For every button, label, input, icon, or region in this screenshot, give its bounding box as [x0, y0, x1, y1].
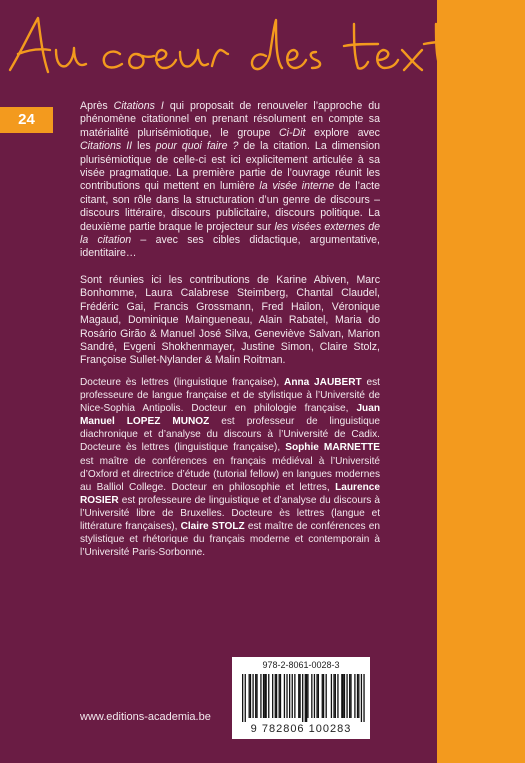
barcode-bar	[242, 674, 243, 722]
barcode	[232, 657, 370, 739]
barcode-bar	[260, 674, 261, 718]
paragraph-gap	[80, 261, 380, 274]
text-run: qui proposait de renouveler l’approche du phénomène citationnel en prenant résolument en compte sa matérialité plurisémiotique, le groupe	[80, 100, 380, 139]
text-run: Après	[80, 100, 114, 112]
bio-paragraph	[80, 376, 380, 559]
italic-phrase: Citations II	[80, 140, 133, 153]
barcode-bar	[341, 674, 342, 718]
text-run: explore avec	[305, 126, 380, 139]
text-run: de l’acte citant, son rôle dans la structuration d’un genre de discours – discours littéraire, discours publicitaire, discours politique. La deuxième partie braque le projecteur sur	[80, 180, 380, 233]
barcode-bar	[245, 674, 246, 722]
barcode-bar	[299, 674, 300, 718]
barcode-bar	[318, 674, 319, 718]
barcode-bar	[276, 674, 277, 718]
text-run: est professeure de langue française et de stylistique à l’Université de Nice-Sophia Antipolis. Docteur en philologie française,	[80, 377, 380, 415]
barcode-bar	[286, 674, 287, 718]
barcode-bar	[250, 674, 251, 718]
barcode-bar	[326, 674, 327, 718]
barcode-bar	[252, 674, 253, 718]
text-run: Docteure ès lettres (linguistique française),	[80, 377, 285, 388]
barcode-bar	[323, 674, 324, 718]
text-run: les	[132, 140, 156, 153]
barcode-bar	[255, 674, 256, 718]
barcode-bars	[242, 674, 366, 722]
barcode-bar	[302, 674, 303, 722]
italic-phrase: Ci-Dit	[279, 126, 306, 139]
italic-phrase: la visée interne	[259, 180, 335, 193]
text-run: est maître de conférences en français médiéval à l’Université d’Oxford et directrice d’étude (tutorial fellow) en langues modernes au Balliol College. Docteur en philosophie et lettres,	[80, 455, 380, 493]
barcode-bar	[280, 674, 281, 718]
isbn-text: 978-2-8061-0028-3	[262, 660, 340, 670]
barcode-bar	[275, 674, 276, 718]
barcode-bar	[268, 674, 269, 718]
barcode-bar	[316, 674, 317, 718]
editor-name: Laurence ROSIER	[80, 481, 380, 506]
barcode-bar	[358, 674, 359, 718]
barcode-bar	[349, 674, 350, 718]
volume-number-badge: 24	[0, 107, 53, 133]
text-run: de la citation. La dimension plurisémiotique de celle-ci est ici explicitement articulée à sa visée pragmatique. La première partie de l’ouvrage réunit les contributions qui mettent en lumière	[80, 140, 381, 193]
barcode-bar	[311, 674, 312, 718]
barcode-bar	[265, 674, 266, 718]
italic-phrase: les visées externes de la citation	[80, 220, 380, 247]
text-run: – avec ses cibles didactique, argumentative, identitaire…	[80, 234, 380, 260]
back-cover-summary	[80, 100, 380, 368]
series-title-logo	[4, 10, 504, 85]
barcode-bar	[350, 674, 351, 718]
editor-name: Juan Manuel LOPEZ MUNOZ	[80, 403, 380, 428]
orange-spine	[437, 0, 525, 763]
handwritten-series-title	[4, 10, 504, 85]
summary-paragraph	[80, 100, 380, 261]
barcode-bar	[298, 674, 299, 718]
barcode-bar	[264, 674, 265, 718]
publisher-website[interactable]: www.editions-academia.be	[80, 711, 211, 723]
barcode-bar	[344, 674, 345, 718]
barcode-bar	[333, 674, 334, 718]
barcode-bar	[361, 674, 362, 722]
barcode-bar	[292, 674, 293, 718]
italic-phrase: pour quoi faire ?	[155, 140, 239, 153]
editor-name: Anna JAUBERT	[284, 377, 362, 388]
text-run: est professeure de linguistique et d’analyse du discours à l’Université libre de Bruxelles. Docteure ès lettres (langue et littérature françaises),	[80, 494, 380, 533]
barcode-bar	[346, 674, 347, 718]
barcode-bar	[272, 674, 273, 718]
editor-name: Sophie MARNETTE	[285, 442, 380, 454]
barcode-bar	[354, 674, 355, 718]
text-run: Sont réunies ici les contributions de Karine Abiven, Marc Bonhomme, Laura Calabrese Steimberg, Chantal Claudel, Frédéric Gai, Francis Grossmann, Fred Hailon, Véronique Magaud, Dominique Maingueneau, Alain Rabatel, Maria do Rosário Girão & Manuel José Silva, Geneviève Salvan, Marion Sandré, Evgeni Shokhenmayer, Justine Simon, Claire Stolz, Françoise Sullet-Nylander & Malin Roitman.	[80, 273, 380, 367]
editor-name: Claire STOLZ	[180, 521, 245, 533]
barcode-bar	[322, 674, 323, 718]
barcode-bar	[305, 674, 306, 722]
barcode-bar	[306, 674, 307, 722]
barcode-bar	[279, 674, 280, 718]
barcode-bar	[357, 674, 358, 718]
barcode-bar	[256, 674, 257, 718]
text-run: est professeur de linguistique diachronique et d’analyse du discours à l’Université de Cadix. Docteure ès lettres (linguistique française),	[80, 416, 381, 454]
barcode-bar	[335, 674, 336, 718]
barcode-bar	[337, 674, 338, 718]
barcode-bar	[314, 674, 315, 718]
barcode-bar	[363, 674, 364, 722]
editors-biographies	[80, 376, 380, 559]
barcode-bar	[249, 674, 250, 718]
barcode-bar	[289, 674, 290, 718]
barcode-bar	[294, 674, 295, 718]
barcode-bar	[331, 674, 332, 718]
barcode-bar	[343, 674, 344, 718]
italic-phrase: Citations I	[113, 100, 164, 112]
barcode-bar	[284, 674, 285, 718]
contributors-paragraph	[80, 274, 380, 368]
barcode-bar	[307, 674, 308, 718]
text-run: est maître de conférences en stylistique et rhétorique du français moderne et contemporain à l’Université Paris-Sorbonne.	[80, 521, 380, 559]
barcode-bar	[263, 674, 264, 718]
barcode-digits: 9 782806 100283	[250, 723, 352, 735]
